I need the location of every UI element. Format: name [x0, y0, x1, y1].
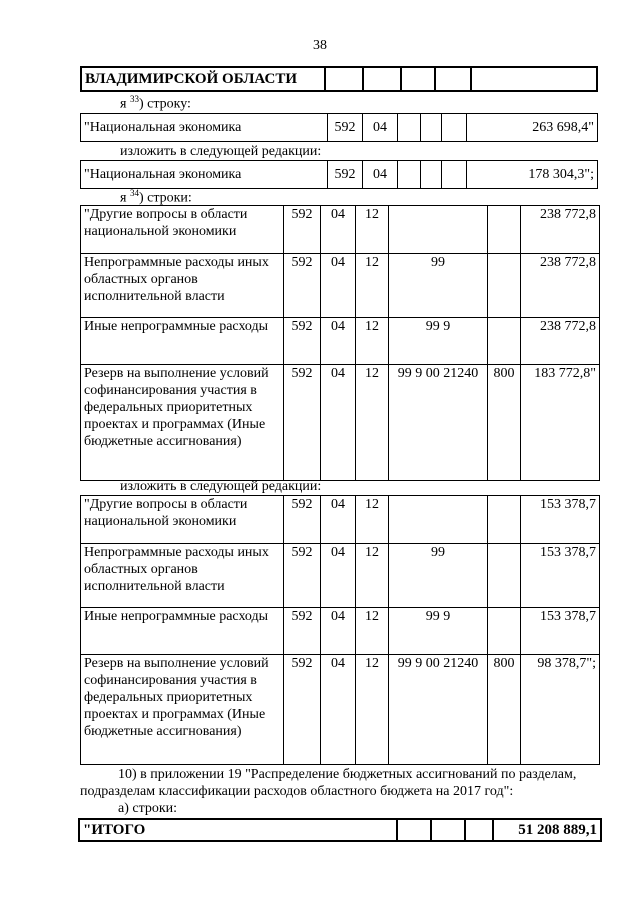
table-row: "Другие вопросы в области национальной экономики 592 04 12 238 772,8 — [81, 206, 600, 254]
row-section: 04 — [363, 161, 398, 189]
table-row: Резерв на выполнение условий софинансирования участия в федеральных приоритетных проектах и программах (Иные бюджетные ассигнования) 592 04 12 99 9 00 21240 800 183 772,8" — [81, 365, 600, 481]
region-name: ВЛАДИМИРСКОЙ ОБЛАСТИ — [81, 67, 325, 91]
row-code: 592 — [328, 161, 363, 189]
cell-name: Резерв на выполнение условий софинансирования участия в федеральных приоритетных проектах и программах (Иные бюджетные ассигнования) — [81, 655, 284, 765]
header-table — [80, 66, 598, 92]
row-amount: 178 304,3"; — [467, 161, 598, 189]
cell-name: Непрограммные расходы иных областных органов исполнительной власти — [81, 254, 284, 318]
table-row: Иные непрограммные расходы 592 04 12 99 9 238 772,8 — [81, 318, 600, 365]
cell-name: "Другие вопросы в области национальной экономики — [81, 206, 284, 254]
total-label: "ИТОГО — [79, 819, 397, 841]
reference-33: я $^{33}$) строку: — [120, 94, 191, 112]
cell-name: Иные непрограммные расходы — [81, 608, 284, 655]
paragraph-10-line-2: подразделам классификации расходов областного бюджета на 2017 год": — [80, 784, 514, 799]
row-name: "Национальная экономика — [81, 114, 328, 142]
edit-phrase-2: изложить в следующей редакции: — [120, 479, 322, 494]
cell-name: Непрограммные расходы иных областных органов исполнительной власти — [81, 544, 284, 608]
cell-name: Иные непрограммные расходы — [81, 318, 284, 365]
table-row: Непрограммные расходы иных областных органов исполнительной власти 592 04 12 99 153 378,7 — [81, 544, 600, 608]
reference-34: я $^{34}$) строки: — [120, 188, 192, 206]
edit-phrase-1: изложить в следующей редакции: — [120, 144, 322, 159]
paragraph-10-line-1: 10) в приложении 19 "Распределение бюджетных ассигнований по разделам, — [118, 767, 577, 782]
table-row: Непрограммные расходы иных областных органов исполнительной власти 592 04 12 99 238 772,8 — [81, 254, 600, 318]
cell-name: "Другие вопросы в области национальной экономики — [81, 496, 284, 544]
table-row: Резерв на выполнение условий софинансирования участия в федеральных приоритетных проектах и программах (Иные бюджетные ассигнования) 592 04 12 99 9 00 21240 800 98 378,7"; — [81, 655, 600, 765]
economy-old-row — [80, 113, 598, 142]
row-section: 04 — [363, 114, 398, 142]
row-code: 592 — [328, 114, 363, 142]
total-row-table — [78, 818, 602, 842]
cell-name: Резерв на выполнение условий софинансирования участия в федеральных приоритетных проектах и программах (Иные бюджетные ассигнования) — [81, 365, 284, 481]
page-number: 38 — [313, 38, 327, 53]
row-name: "Национальная экономика — [81, 161, 328, 189]
table-row: "Другие вопросы в области национальной экономики 592 04 12 153 378,7 — [81, 496, 600, 544]
row-amount: 263 698,4" — [467, 114, 598, 142]
economy-new-row — [80, 160, 598, 189]
budget-table-new — [80, 495, 600, 765]
total-amount: 51 208 889,1 — [493, 819, 601, 841]
table-row: Иные непрограммные расходы 592 04 12 99 9 153 378,7 — [81, 608, 600, 655]
budget-table-old — [80, 205, 600, 481]
paragraph-10-sub-a: а) строки: — [118, 801, 178, 816]
